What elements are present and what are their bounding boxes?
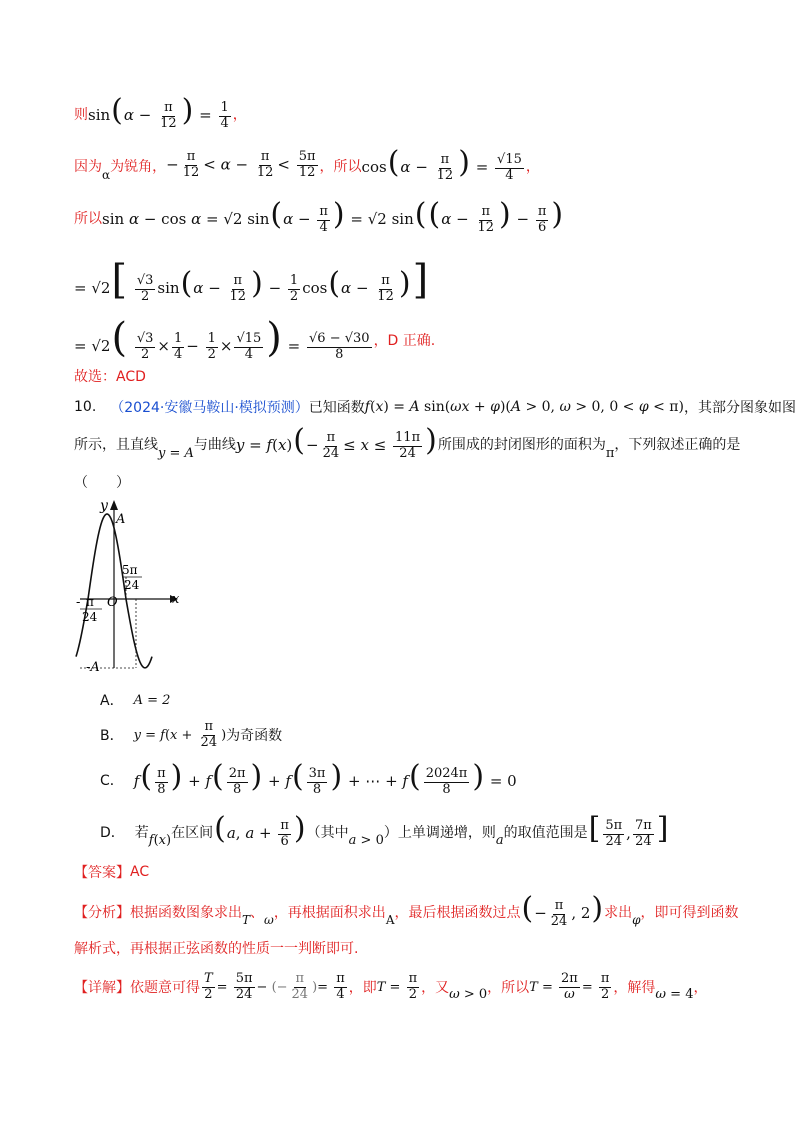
text-so: ，所以 <box>319 158 362 175</box>
question-line-1 <box>74 394 800 420</box>
detail-text: ，即 <box>348 980 377 997</box>
answer-value: AC <box>130 864 150 880</box>
question-text: 所示，且直线 <box>74 436 158 453</box>
question-text: 已知函数 <box>308 400 365 416</box>
option-c <box>100 759 800 797</box>
neg-a-label: -A <box>86 660 100 675</box>
y-axis-arrow <box>110 500 118 510</box>
right-tick-den: 24 <box>124 578 140 592</box>
symbol-a: A <box>385 912 395 927</box>
point: (− $\frac{\pi}{24}$ , 2) <box>521 891 604 929</box>
detail-line <box>74 972 800 1003</box>
formula-range: − $\frac{\pi}{12}$ < α − $\frac{\pi}{12}$ < $\frac{5\pi}{12}$ <box>166 149 316 181</box>
option-a-text: A = 2 <box>133 692 171 708</box>
punct: ， <box>525 158 540 175</box>
y-label: y <box>100 498 108 514</box>
question-text: ，其部分图象如图 <box>683 400 796 416</box>
function-def: f(x) = A sin(ωx + φ)(A > 0, ω > 0, 0 < φ < π) <box>364 399 684 415</box>
option-d-fx: f(x) <box>148 833 172 849</box>
pi-symbol: π <box>605 446 615 462</box>
solution-line-4 <box>74 257 800 304</box>
option-b-text: 为奇函数 <box>226 728 283 745</box>
option-d-a-gt-0: a > 0 <box>348 833 384 849</box>
answer-line <box>74 860 800 884</box>
analysis-text: ，最后根据函数过点 <box>394 904 521 921</box>
curve-def: y = f(x)(− $\frac{\pi}{24}$ ≤ x ≤ $\frac{11\pi}{24}$ ) <box>235 423 437 461</box>
option-d-text: （其中 <box>306 824 349 841</box>
option-c-formula: f( $\frac{\pi}{8}$ ) + f( $\frac{2\pi}{8}$ ) + f( $\frac{3\pi}{8}$ ) + ⋯ + f( $\frac{2024\pi}{8}$ ) = 0 <box>133 759 517 797</box>
detail-formula-2: T = $\frac{\pi}{2}$ <box>376 971 418 1002</box>
option-b-label: B． <box>100 728 124 745</box>
analysis-text: ，即可得到函数 <box>640 904 739 921</box>
option-b-formula: y = f(x + $\frac{\pi}{24}$ ) <box>133 719 227 750</box>
punct: ， <box>232 106 247 123</box>
formula-cos: cos(α − $\frac{\pi}{12}$ ) = $\frac{√15}{4}$ <box>361 145 522 183</box>
a-label: A <box>116 512 126 527</box>
analysis-line-1 <box>74 891 800 929</box>
detail-text: ，解得 <box>613 980 656 997</box>
answer-tag: 【答案】 <box>74 865 130 881</box>
origin-label: O <box>107 595 118 610</box>
question-source: （2024·安徽马鞍山·模拟预测） <box>110 400 309 416</box>
text-because: 因为 <box>74 158 102 175</box>
answer-paren: （ ） <box>74 475 130 491</box>
text-acute: 为锐角， <box>110 158 167 175</box>
option-d-interval: (a, a + $\frac{\pi}{6}$ ) <box>214 811 306 849</box>
left-tick-den: 24 <box>82 610 98 624</box>
text-prefix: 则 <box>74 106 88 123</box>
function-graph <box>66 496 186 676</box>
option-d-label: D． <box>100 824 125 841</box>
analysis-sep: 、 <box>250 904 265 921</box>
question-line-2 <box>74 423 800 462</box>
text-so: 所以 <box>74 210 102 227</box>
symbol-phi: φ <box>632 912 641 927</box>
option-d-text: ）上单调递增，则 <box>383 824 496 841</box>
analysis-line-2 <box>74 936 800 960</box>
detail-text: ，所以 <box>487 980 530 997</box>
option-d-range: [ $\frac{5\pi}{24}$ , $\frac{7\pi}{24}$ ] <box>588 811 669 849</box>
analysis-text: 解析式，再根据正弦函数的性质一一判断即可. <box>74 941 359 957</box>
alpha-symbol: α <box>102 167 111 182</box>
analysis-text: ，再根据面积求出 <box>273 904 386 921</box>
option-d-text: 的取值范围是 <box>503 824 588 841</box>
solution-line-3 <box>74 197 800 235</box>
detail-text: ，又 <box>421 980 450 997</box>
option-d <box>100 811 800 849</box>
option-d-a: a <box>495 833 504 849</box>
left-tick-sign: - <box>76 595 81 610</box>
formula-sin: sin(α − $\frac{\pi}{12}$ ) = $\frac{1}{4}$ <box>88 93 229 131</box>
detail-text: ， <box>693 980 708 997</box>
option-d-text: 在区间 <box>171 824 214 841</box>
question-number: 10. <box>74 399 97 415</box>
detail-formula-1: $\frac{T}{2}$ = $\frac{5\pi}{24}$ − (− $\frac{\pi}{24}$ )= $\frac{\pi}{4}$ <box>204 971 345 1002</box>
option-a-label: A． <box>100 693 124 709</box>
detail-tag: 【详解】 <box>74 980 130 997</box>
analysis-text: 求出 <box>604 904 633 921</box>
detail-omega-eq-4: ω = 4 <box>655 986 694 1002</box>
question-text: 与曲线 <box>193 436 236 453</box>
text-d-correct: ，D 正确. <box>373 333 436 350</box>
answer-choice-line <box>74 364 800 388</box>
option-a <box>100 688 800 712</box>
question-text: ，下列叙述正确的是 <box>614 436 741 453</box>
right-tick-num: 5π <box>122 563 138 577</box>
symbol-omega: ω <box>264 912 274 927</box>
detail-text: 依题意可得 <box>130 980 200 997</box>
symbol-t: T <box>242 912 251 927</box>
x-label: x <box>172 592 180 607</box>
question-paren-line <box>74 472 800 492</box>
formula-sin-minus-cos: sin α − cos α = √2 sin(α − $\frac{\pi}{4}$ ) = √2 sin((α − $\frac{\pi}{12}$ ) − $\frac{\pi}{6}$ ) <box>102 197 564 235</box>
answer-choice: 故选：ACD <box>74 369 146 385</box>
line-y-eq-a: y = A <box>158 446 194 462</box>
solution-line-2 <box>74 145 800 183</box>
analysis-text: 根据函数图象求出 <box>130 904 242 921</box>
solution-line-5 <box>74 315 800 362</box>
solution-line-1 <box>74 93 800 131</box>
detail-omega-gt-0: ω > 0 <box>449 986 488 1002</box>
formula-expand: = √2[ $\frac{√3}{2}$ sin(α − $\frac{\pi}{12}$ ) − $\frac{1}{2}$ cos(α − $\frac{\pi}{12}$ )] <box>74 257 429 304</box>
question-text: 所围成的封闭图形的面积为 <box>437 436 606 453</box>
option-b <box>100 720 800 751</box>
analysis-tag: 【分析】 <box>74 904 130 921</box>
formula-result: = √2( $\frac{√3}{2}$ × $\frac{1}{4}$ − $\frac{1}{2}$ × $\frac{√15}{4}$ ) = $\frac{√6 - √30}{8}$ <box>74 315 370 362</box>
option-d-text: 若 <box>134 824 149 841</box>
left-tick-num: π <box>86 595 94 609</box>
detail-formula-3: T = $\frac{2\pi}{\omega}$ = $\frac{\pi}{2}$ <box>529 971 610 1002</box>
option-c-label: C． <box>100 772 124 789</box>
